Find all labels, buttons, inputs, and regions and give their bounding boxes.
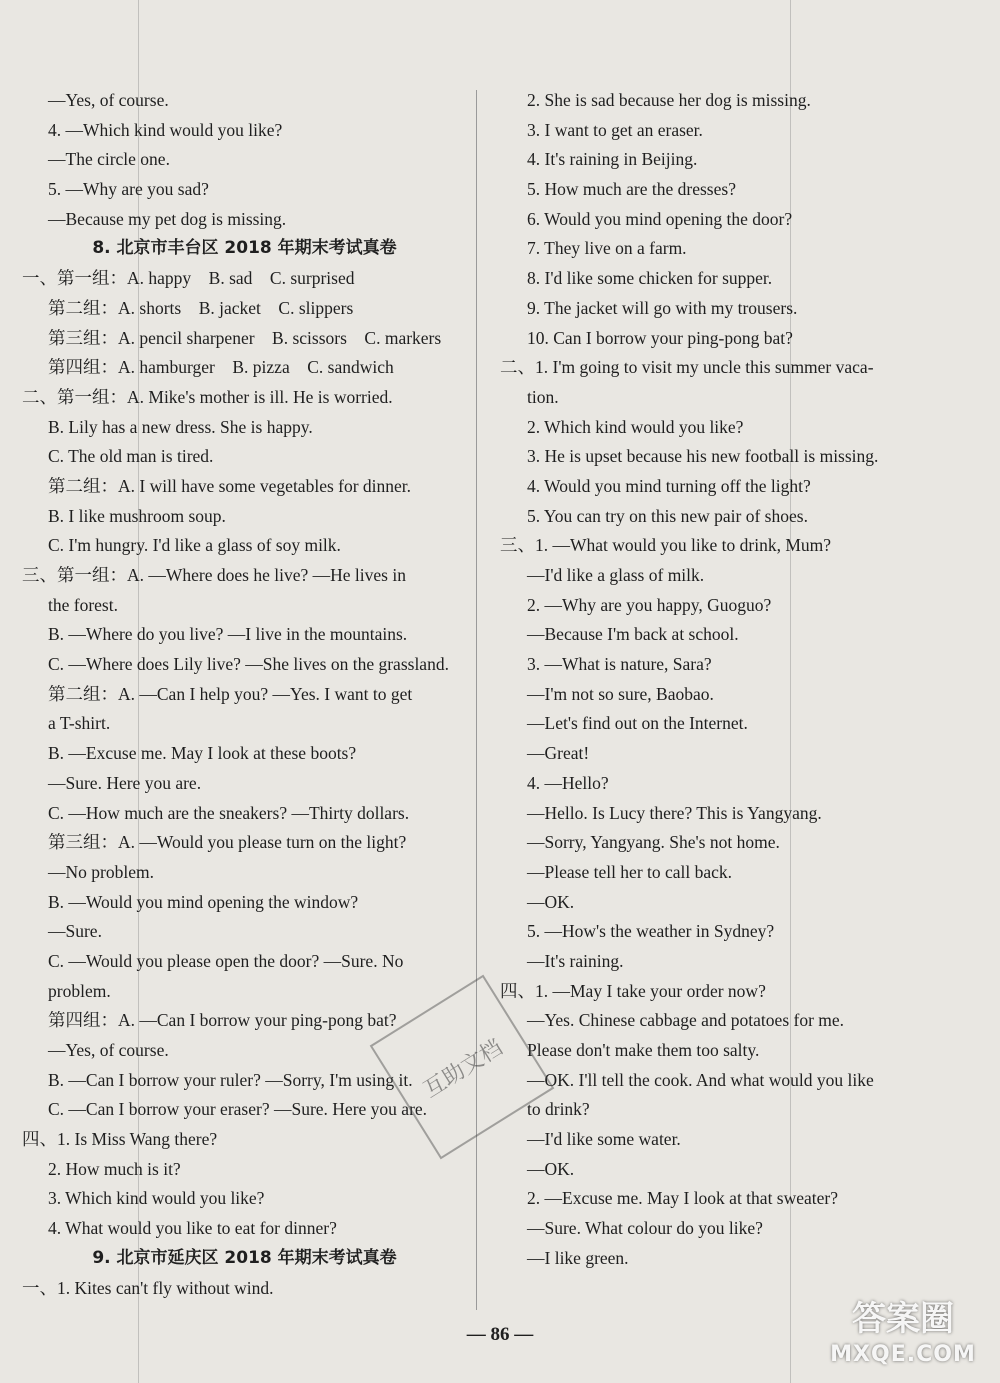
answer-line: the forest.	[48, 594, 118, 615]
answer-line: 2. —Why are you happy, Guoguo?	[527, 594, 772, 615]
answer-line: 四、1. Is Miss Wang there?	[22, 1129, 218, 1150]
answer-line: —Please tell her to call back.	[527, 861, 733, 882]
answer-line: to drink?	[527, 1099, 590, 1120]
answer-line: —Sure. What colour do you like?	[527, 1218, 763, 1239]
answer-line: —I'd like a glass of milk.	[527, 565, 705, 585]
answer-line: 一、第一组：A. happy B. sad C. surprised	[22, 268, 355, 289]
answer-line: 4. Would you mind turning off the light?	[527, 475, 811, 496]
answer-line: 第三组：A. —Would you please turn on the light?	[48, 832, 407, 853]
answer-line: —I like green.	[527, 1247, 629, 1268]
answer-line: —Yes, of course.	[48, 90, 169, 110]
answer-line: 7. They live on a farm.	[527, 238, 687, 259]
answer-line: —Yes, of course.	[48, 1040, 169, 1060]
answer-line: 第二组：A. I will have some vegetables for dinner.	[48, 475, 412, 496]
answer-line: B. —Excuse me. May I look at these boots?	[48, 743, 357, 764]
answer-line: 第三组：A. pencil sharpener B. scissors C. markers	[48, 327, 442, 348]
answer-line: C. —Can I borrow your eraser? —Sure. Here you are.	[48, 1099, 428, 1120]
answer-line: 四、1. —May I take your order now?	[500, 980, 766, 1001]
answer-line: —OK. I'll tell the cook. And what would you like	[527, 1069, 874, 1090]
answer-line: 2. —Excuse me. May I look at that sweater?	[527, 1188, 839, 1209]
answer-line: 第四组：A. —Can I borrow your ping-pong bat?	[48, 1010, 397, 1031]
answer-line: 第二组：A. —Can I help you? —Yes. I want to get	[48, 683, 413, 704]
answer-line: C. —Would you please open the door? —Sure. No	[48, 950, 404, 971]
answer-line: 10. Can I borrow your ping-pong bat?	[527, 327, 793, 348]
answer-line: —I'd like some water.	[527, 1129, 681, 1150]
answer-line: 5. You can try on this new pair of shoes.	[527, 505, 808, 526]
answer-line: —It's raining.	[527, 950, 624, 971]
answer-line: 3. —What is nature, Sara?	[527, 654, 712, 675]
answer-line: —Great!	[527, 743, 590, 764]
answer-line: 3. Which kind would you like?	[48, 1188, 265, 1209]
answer-line: —Sorry, Yangyang. She's not home.	[527, 832, 780, 853]
answer-line: Please don't make them too salty.	[527, 1040, 760, 1060]
answer-line: —The circle one.	[48, 149, 170, 170]
answer-line: C. I'm hungry. I'd like a glass of soy milk.	[48, 535, 341, 556]
answer-line: —Because I'm back at school.	[527, 624, 739, 645]
answer-line: C. —Where does Lily live? —She lives on the grassland.	[48, 654, 449, 675]
answer-line: 二、第一组：A. Mike's mother is ill. He is worried.	[22, 386, 393, 407]
stamp-text: 互助文档	[419, 1034, 507, 1103]
answer-line: —Hello. Is Lucy there? This is Yangyang.	[527, 802, 822, 823]
answer-line: 3. He is upset because his new football is missing.	[527, 446, 879, 467]
watermark-logo-text: 答案圈	[852, 1299, 954, 1339]
answer-line: 2. Which kind would you like?	[527, 416, 744, 437]
answer-line: tion.	[527, 386, 559, 407]
answer-line: 2. She is sad because her dog is missing.	[527, 90, 811, 110]
answer-line: 6. Would you mind opening the door?	[527, 208, 793, 229]
answer-line: 8. I'd like some chicken for supper.	[527, 268, 773, 289]
watermark-url: MXQE.COM	[830, 1342, 976, 1367]
answer-line: a T-shirt.	[48, 713, 111, 734]
site-watermark	[814, 1297, 992, 1375]
page-number: — 86 —	[466, 1324, 534, 1345]
answer-line: 4. What would you like to eat for dinner?	[48, 1218, 337, 1239]
answer-line: 第二组：A. shorts B. jacket C. slippers	[48, 297, 354, 318]
answer-line: —I'm not so sure, Baobao.	[527, 683, 714, 704]
section-heading: 8. 北京市丰台区 2018 年期末考试真卷	[92, 238, 397, 259]
answer-line: —Because my pet dog is missing.	[48, 208, 287, 229]
answer-line: B. —Would you mind opening the window?	[48, 891, 359, 912]
answer-line: B. —Where do you live? —I live in the mountains.	[48, 624, 408, 645]
answer-line: —OK.	[527, 1158, 575, 1179]
answer-line: 5. —How's the weather in Sydney?	[527, 921, 775, 942]
answer-line: —No problem.	[48, 861, 154, 882]
answer-line: —OK.	[527, 891, 575, 912]
answer-line: —Sure.	[48, 921, 102, 942]
answer-line: B. Lily has a new dress. She is happy.	[48, 416, 313, 437]
left-column	[22, 86, 467, 1303]
answer-line: 三、第一组：A. —Where does he live? —He lives in	[22, 565, 406, 585]
answer-line: C. The old man is tired.	[48, 446, 214, 467]
answer-line: 5. How much are the dresses?	[527, 179, 736, 200]
answer-line: 3. I want to get an eraser.	[527, 119, 703, 140]
answer-line: 9. The jacket will go with my trousers.	[527, 297, 798, 318]
section-heading: 9. 北京市延庆区 2018 年期末考试真卷	[92, 1247, 397, 1268]
answer-line: —Let's find out on the Internet.	[527, 713, 748, 734]
right-column	[500, 86, 940, 1274]
answer-line: —Sure. Here you are.	[48, 772, 202, 793]
answer-line: 二、1. I'm going to visit my uncle this summer vaca-	[500, 357, 874, 378]
answer-line: —Yes. Chinese cabbage and potatoes for me.	[527, 1010, 845, 1031]
answer-line: B. I like mushroom soup.	[48, 505, 226, 526]
answer-line: problem.	[48, 980, 111, 1001]
answer-line: 4. It's raining in Beijing.	[527, 149, 698, 170]
answer-line: 2. How much is it?	[48, 1158, 181, 1179]
answer-line: 一、1. Kites can't fly without wind.	[22, 1277, 274, 1298]
answer-line: 三、1. —What would you like to drink, Mum?	[500, 535, 832, 556]
answer-line: C. —How much are the sneakers? —Thirty dollars.	[48, 802, 410, 823]
answer-line: 5. —Why are you sad?	[48, 179, 209, 200]
answer-line: B. —Can I borrow your ruler? —Sorry, I'm using it.	[48, 1069, 413, 1090]
answer-line: 4. —Hello?	[527, 772, 609, 793]
answer-line: 第四组：A. hamburger B. pizza C. sandwich	[48, 357, 394, 378]
answer-line: 4. —Which kind would you like?	[48, 119, 283, 140]
